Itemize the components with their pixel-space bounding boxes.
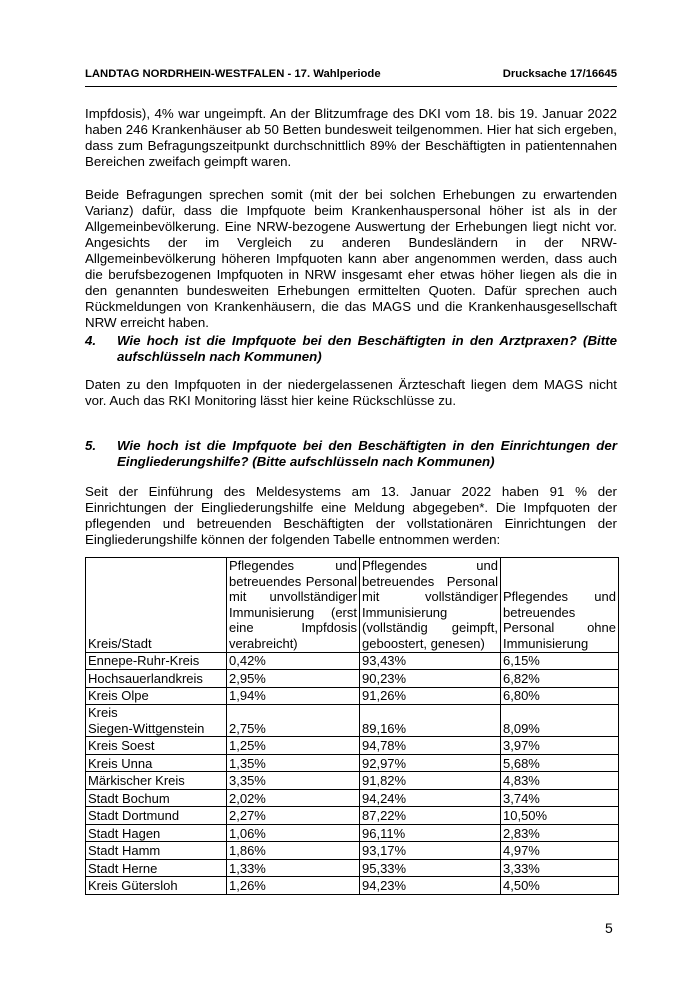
cell-full: 89,16%	[360, 705, 501, 737]
cell-district: Kreis Siegen-Wittgenstein	[86, 705, 227, 737]
cell-partial: 1,35%	[227, 754, 360, 772]
paragraph-dki-survey: Impfdosis), 4% war ungeimpft. An der Blitzumfrage des DKI vom 18. bis 19. Januar 2022 haben 246 Krankenhäuser ab 50 Betten bundesweit teilgenommen. Hier hat sich ergeben, dass zum Befragungszeitpunkt durchschnittlich 89% der Beschäftigten in patientennahen Bereichen zweifach geimpft waren.	[85, 106, 617, 169]
cell-none: 3,97%	[501, 737, 619, 755]
column-header-no-immunization: Pflegendes und betreuendes Personal ohne Immunisierung	[501, 558, 619, 653]
cell-district: Stadt Hagen	[86, 824, 227, 842]
cell-full: 96,11%	[360, 824, 501, 842]
cell-full: 91,82%	[360, 772, 501, 790]
cell-partial: 1,26%	[227, 877, 360, 895]
cell-none: 6,82%	[501, 670, 619, 688]
cell-district: Stadt Bochum	[86, 789, 227, 807]
cell-partial: 1,06%	[227, 824, 360, 842]
table-row	[86, 737, 619, 755]
paragraph-survey-conclusion: Beide Befragungen sprechen somit (mit der bei solchen Erhebungen zu erwartenden Varianz) dafür, dass die Impfquote beim Krankenhauspersonal höher ist als in der Allgemeinbevölkerung. Eine NRW-bezogene Auswertung der Erhebungen liegt nicht vor. Angesichts der im Vergleich zu anderen Bundesländern in der NRW-Allgemeinbevölkerung höheren Impfquoten kann aber angenommen werden, dass auch die berufsbezogenen Impfquoten in NRW insgesamt eher etwas höher liegen als die in den genannten bundesweiten Erhebungen ermittelten Quoten. Dafür sprechen auch Rückmeldungen von Krankenhäusern, die das MAGS und die Krankenhausgesellschaft NRW erreicht haben.	[85, 187, 617, 330]
question-4-number: 4.	[85, 333, 97, 348]
table-row	[86, 705, 619, 737]
column-header-partial-immunization: Pflegendes und betreuendes Personal mit unvollständiger Immunisierung (erst eine Impfdosis verabreicht)	[227, 558, 360, 653]
cell-full: 93,43%	[360, 652, 501, 670]
question-5-text: Wie hoch ist die Impfquote bei den Beschäftigten in den Einrichtungen der Eingliederungshilfe? (Bitte aufschlüsseln nach Kommunen)	[117, 438, 617, 469]
column-header-district: Kreis/Stadt	[86, 558, 227, 653]
answer-4-paragraph: Daten zu den Impfquoten in der niedergelassenen Ärzteschaft liegen dem MAGS nicht vor. Auch das RKI Monitoring lässt hier keine Rückschlüsse zu.	[85, 377, 617, 408]
cell-district: Ennepe-Ruhr-Kreis	[86, 652, 227, 670]
table-row	[86, 789, 619, 807]
cell-none: 4,97%	[501, 842, 619, 860]
table-row	[86, 772, 619, 790]
cell-partial: 2,95%	[227, 670, 360, 688]
table-row	[86, 842, 619, 860]
vaccination-rate-table	[85, 557, 619, 895]
cell-full: 95,33%	[360, 859, 501, 877]
cell-district: Kreis Olpe	[86, 687, 227, 705]
cell-none: 8,09%	[501, 705, 619, 737]
cell-district: Märkischer Kreis	[86, 772, 227, 790]
header-title: LANDTAG NORDRHEIN-WESTFALEN - 17. Wahlperiode	[85, 68, 381, 80]
header-document-number: Drucksache 17/16645	[502, 68, 617, 80]
question-4-text: Wie hoch ist die Impfquote bei den Beschäftigten in den Arztpraxen? (Bitte aufschlüsseln nach Kommunen)	[117, 333, 617, 364]
cell-full: 92,97%	[360, 754, 501, 772]
table-header-row	[86, 558, 619, 653]
cell-district: Kreis Soest	[86, 737, 227, 755]
table-row	[86, 859, 619, 877]
page-number: 5	[605, 920, 613, 936]
cell-none: 4,83%	[501, 772, 619, 790]
cell-none: 2,83%	[501, 824, 619, 842]
column-header-full-immunization: Pflegendes und betreuendes Personal mit vollständiger Immunisierung (vollständig geimpft, geboostert, genesen)	[360, 558, 501, 653]
page-header	[85, 68, 617, 87]
cell-none: 10,50%	[501, 807, 619, 825]
table-row	[86, 652, 619, 670]
cell-partial: 2,75%	[227, 705, 360, 737]
table-row	[86, 807, 619, 825]
cell-partial: 1,25%	[227, 737, 360, 755]
cell-none: 5,68%	[501, 754, 619, 772]
cell-district: Kreis Gütersloh	[86, 877, 227, 895]
cell-partial: 1,86%	[227, 842, 360, 860]
cell-district: Stadt Herne	[86, 859, 227, 877]
cell-full: 91,26%	[360, 687, 501, 705]
cell-full: 87,22%	[360, 807, 501, 825]
cell-none: 6,15%	[501, 652, 619, 670]
cell-district: Kreis Unna	[86, 754, 227, 772]
cell-none: 6,80%	[501, 687, 619, 705]
cell-partial: 1,94%	[227, 687, 360, 705]
cell-district: Stadt Dortmund	[86, 807, 227, 825]
cell-full: 90,23%	[360, 670, 501, 688]
question-5-number: 5.	[85, 438, 97, 453]
table-row	[86, 824, 619, 842]
table-row	[86, 877, 619, 895]
cell-district: Hochsauerlandkreis	[86, 670, 227, 688]
cell-full: 93,17%	[360, 842, 501, 860]
cell-partial: 1,33%	[227, 859, 360, 877]
cell-none: 4,50%	[501, 877, 619, 895]
answer-5-paragraph: Seit der Einführung des Meldesystems am 13. Januar 2022 haben 91 % der Einrichtungen der Eingliederungshilfe eine Meldung abgegeben*. Die Impfquoten der pflegenden und betreuenden Beschäftigten der vollstationären Einrichtungen der Eingliederungshilfe können der folgenden Tabelle entnommen werden:	[85, 484, 617, 547]
table-row	[86, 670, 619, 688]
cell-partial: 3,35%	[227, 772, 360, 790]
table-row	[86, 687, 619, 705]
cell-none: 3,33%	[501, 859, 619, 877]
cell-none: 3,74%	[501, 789, 619, 807]
cell-full: 94,78%	[360, 737, 501, 755]
cell-partial: 0,42%	[227, 652, 360, 670]
table-row	[86, 754, 619, 772]
cell-full: 94,23%	[360, 877, 501, 895]
cell-partial: 2,02%	[227, 789, 360, 807]
cell-full: 94,24%	[360, 789, 501, 807]
cell-partial: 2,27%	[227, 807, 360, 825]
cell-district: Stadt Hamm	[86, 842, 227, 860]
